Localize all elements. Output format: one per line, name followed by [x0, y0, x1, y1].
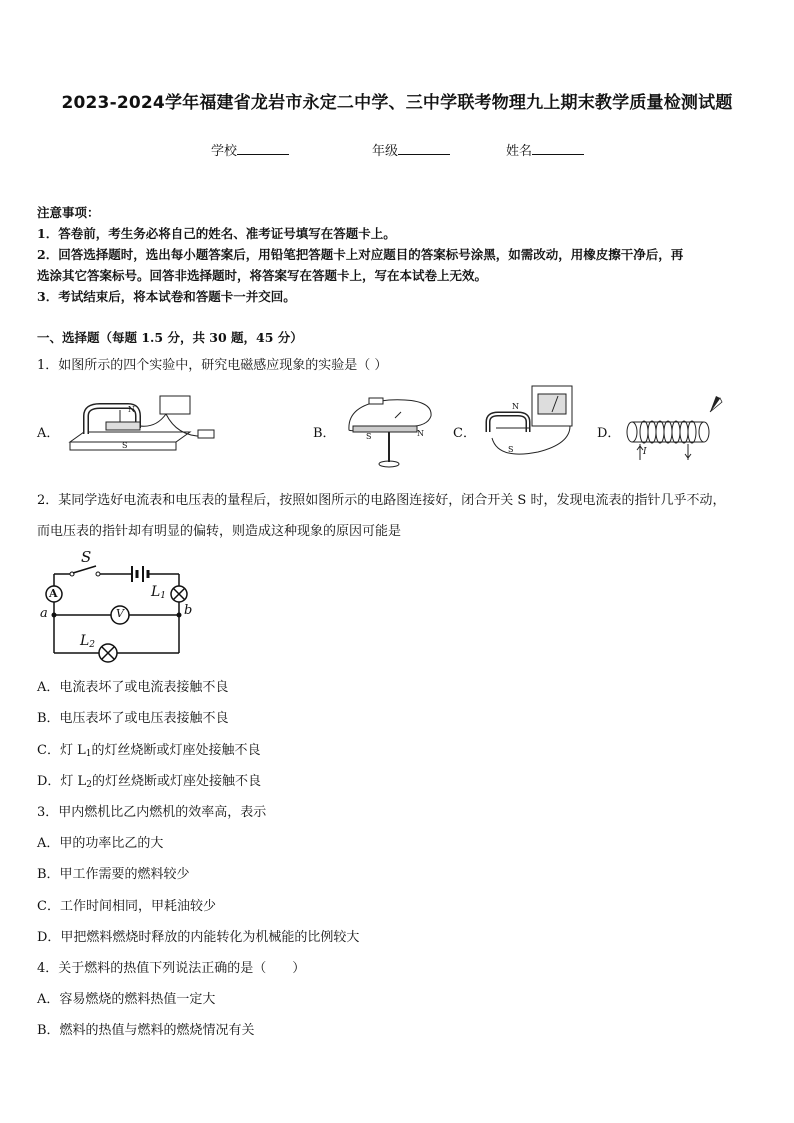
- q2-option-d: D．灯 $L_2$的灯丝烧断或灯座处接触不良: [37, 774, 261, 790]
- school-field: [211, 140, 289, 159]
- grade-blank: [398, 142, 450, 155]
- q2-stem-line1: 2．某同学选好电流表和电压表的量程后，按照如图所示的电路图连接好，闭合开关 S 时，发现电流表的指针几乎不动，: [37, 493, 726, 508]
- q1-option-b-label: B．: [313, 426, 336, 441]
- q1-option-c-label: C．: [453, 426, 476, 441]
- q1d-current-label: I: [643, 447, 647, 457]
- q2-option-c: C．灯 $L_1$的灯丝烧断或灯座处接触不良: [37, 743, 261, 759]
- grade-field: [372, 140, 450, 159]
- q1b-pole-n: N: [417, 429, 424, 438]
- q2-stem-line2: 而电压表的指针却有明显的偏转，则造成这种现象的原因可能是: [37, 524, 402, 539]
- notice-item-2-cont: 选涂其它答案标号。回答非选择题时，将答案写在答题卡上，写在本试卷上无效。: [37, 268, 488, 283]
- notice-heading: 注意事项：: [37, 205, 100, 220]
- q1c-pole-n: N: [512, 402, 519, 411]
- school-label: 学校: [211, 144, 238, 159]
- q1-figure-d: [624, 394, 734, 464]
- switch-label: S: [81, 548, 92, 566]
- q3-option-c: C．工作时间相同，甲耗油较少: [37, 899, 216, 914]
- q3-stem: 3．甲内燃机比乙内燃机的效率高，表示: [37, 805, 267, 820]
- q4-option-a: A．容易燃烧的燃料热值一定大: [37, 992, 216, 1007]
- lamp1-label: $L_1$: [151, 584, 167, 601]
- name-blank: [532, 142, 584, 155]
- q4-stem: 4．关于燃料的热值下列说法正确的是（ ）: [37, 961, 306, 976]
- q3-option-b: B．甲工作需要的燃料较少: [37, 867, 190, 882]
- q4-option-b: B．燃料的热值与燃料的燃烧情况有关: [37, 1023, 255, 1038]
- node-a-label: a: [40, 606, 48, 621]
- q1-option-d-label: D．: [597, 426, 621, 441]
- q1a-pole-n: N: [128, 405, 135, 414]
- name-field: [506, 140, 584, 159]
- notice-item-2: 2．回答选择题时，选出每小题答案后，用铅笔把答题卡上对应题目的答案标号涂黑，如需改动，用橡皮擦干净后，再: [37, 247, 684, 262]
- q1-stem: 1．如图所示的四个实验中，研究电磁感应现象的实验是（ ）: [37, 358, 388, 373]
- notice-item-3: 3．考试结束后，将本试卷和答题卡一并交回。: [37, 289, 296, 304]
- notice-item-1: 1．答卷前，考生务必将自己的姓名、准考证号填写在答题卡上。: [37, 226, 396, 241]
- grade-label: 年级: [372, 144, 399, 159]
- section-heading: 一、选择题（每题 1.5 分，共 30 题，45 分）: [37, 330, 303, 345]
- school-blank: [237, 142, 289, 155]
- q1-option-a-label: A．: [37, 426, 60, 441]
- voltmeter-label: V: [116, 607, 124, 620]
- q2-option-b: B．电压表坏了或电压表接触不良: [37, 711, 229, 726]
- page-title: 2023-2024学年福建省龙岩市永定二中学、三中学联考物理九上期末教学质量检测试题: [61, 93, 733, 113]
- name-label: 姓名: [506, 144, 533, 159]
- q1a-pole-s: S: [122, 441, 128, 450]
- q1c-pole-s: S: [508, 445, 514, 454]
- q1-figure-a: [66, 392, 226, 462]
- lamp2-label: $L_2$: [80, 633, 96, 650]
- q1-figure-c: [478, 384, 588, 464]
- q3-option-d: D．甲把燃料燃烧时释放的内能转化为机械能的比例较大: [37, 930, 360, 945]
- q3-option-a: A．甲的功率比乙的大: [37, 836, 164, 851]
- q2-option-a: A．电流表坏了或电流表接触不良: [37, 680, 229, 695]
- q1b-pole-s: S: [366, 432, 372, 441]
- node-b-label: b: [184, 603, 193, 618]
- ammeter-label: A: [49, 587, 58, 600]
